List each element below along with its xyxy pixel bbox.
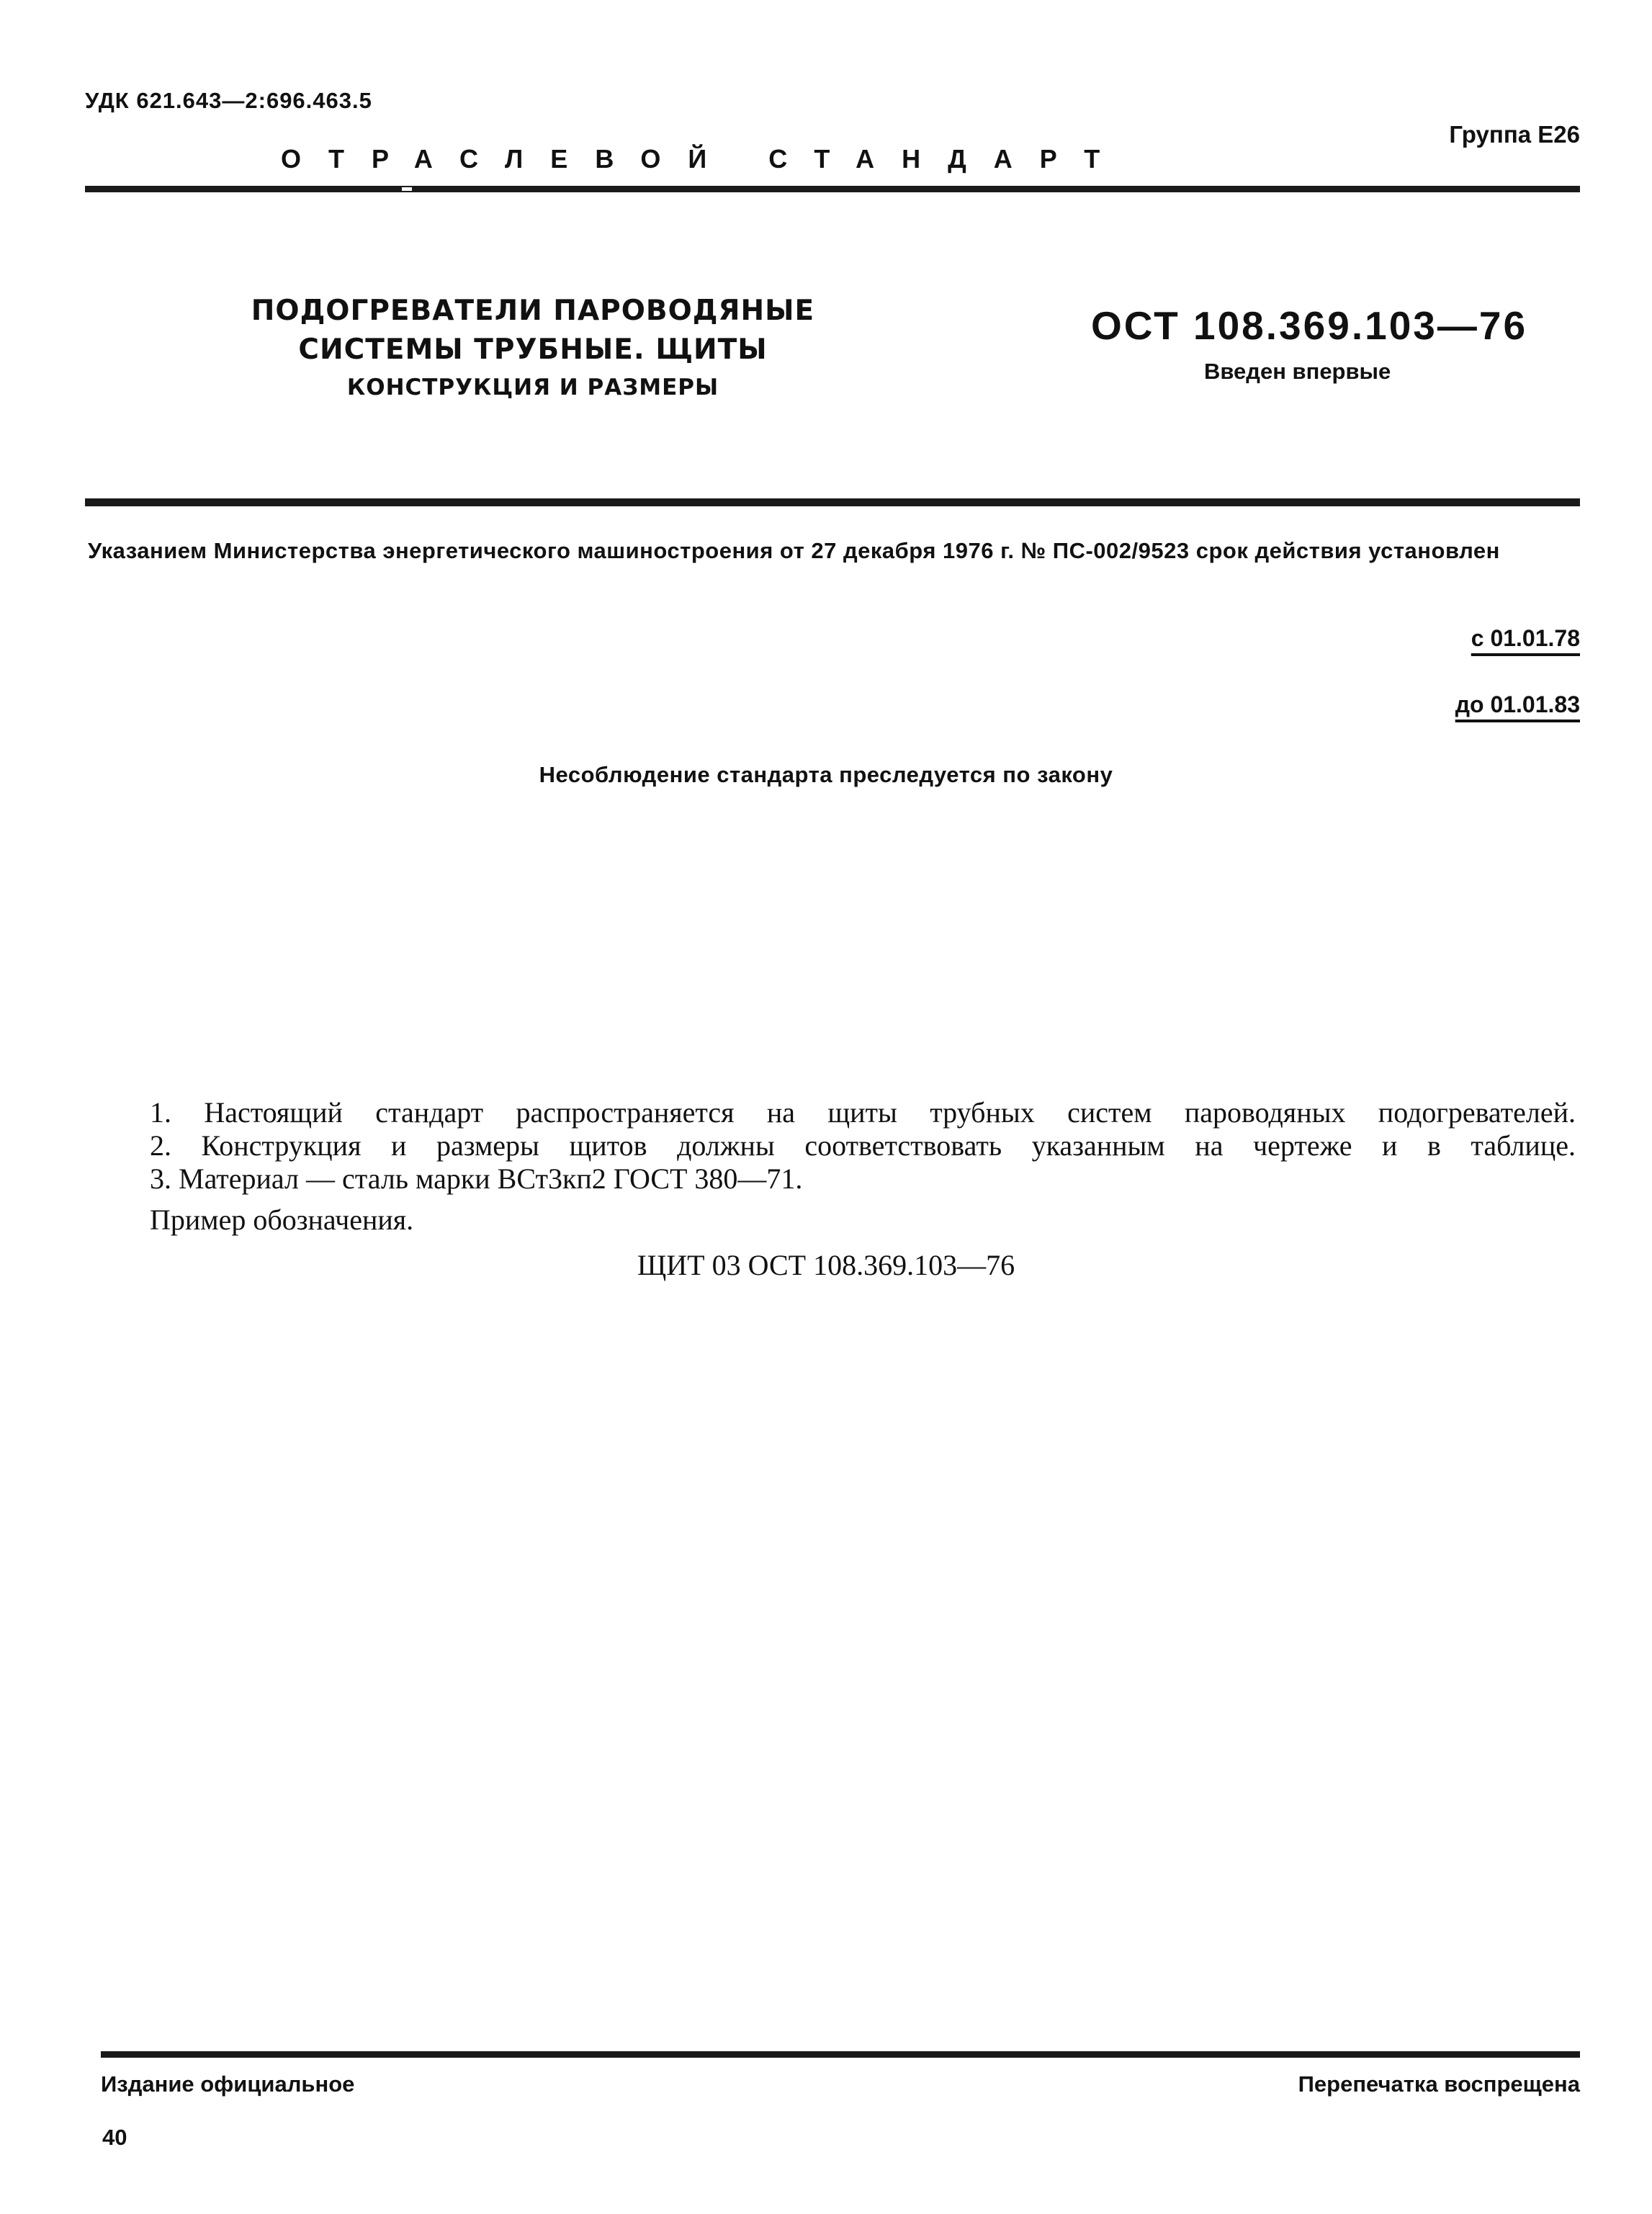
law-notice: Несоблюдение стандарта преследуется по закону xyxy=(539,762,1113,787)
standard-number: ОСТ 108.369.103—76 xyxy=(1091,303,1528,348)
clause-item: 1. Настоящий стандарт распространяется на щиты трубных систем пароводяных подогревателей. xyxy=(150,1096,1576,1129)
clause-item: 2. Конструкция и размеры щитов должны соответствовать указанным на чертеже и в таблице. xyxy=(150,1129,1576,1162)
reprint-note: Перепечатка воспрещена xyxy=(1298,2071,1580,2097)
udk-code: УДК 621.643—2:696.463.5 xyxy=(85,88,372,113)
clause-list xyxy=(150,1096,1576,1196)
page-number: 40 xyxy=(102,2125,127,2150)
validity-date-from: с 01.01.78 xyxy=(1471,625,1580,651)
example-designation: ЩИТ 03 ОСТ 108.369.103—76 xyxy=(637,1249,1015,1281)
branch-standard-heading: ОТРАСЛЕВОЙ СТАНДАРТ xyxy=(281,144,1128,174)
title-line-3: КОНСТРУКЦИЯ И РАЗМЕРЫ xyxy=(346,375,719,400)
title-line-1: ПОДОГРЕВАТЕЛИ ПАРОВОДЯНЫЕ xyxy=(251,295,815,327)
clause-item: 3. Материал — сталь марки ВСт3кп2 ГОСТ 380—71. xyxy=(150,1162,803,1195)
example-label: Пример обозначения. xyxy=(150,1204,414,1236)
title-divider xyxy=(85,498,1580,506)
title-line-2: СИСТЕМЫ ТРУБНЫЕ. ЩИТЫ xyxy=(298,333,768,366)
document-title xyxy=(216,292,850,405)
group-code: Группа Е26 xyxy=(1449,121,1580,148)
validity-date-to: до 01.01.83 xyxy=(1455,691,1580,717)
edition-note: Издание официальное xyxy=(101,2071,355,2097)
header-divider xyxy=(85,186,1580,192)
footer-divider xyxy=(101,2051,1580,2058)
introduced-note: Введен впервые xyxy=(1204,359,1391,384)
decree-text: Указанием Министерства энергетического машиностроения от 27 декабря 1976 г. № ПС-002/9523 срок действия установлен xyxy=(88,538,1500,563)
